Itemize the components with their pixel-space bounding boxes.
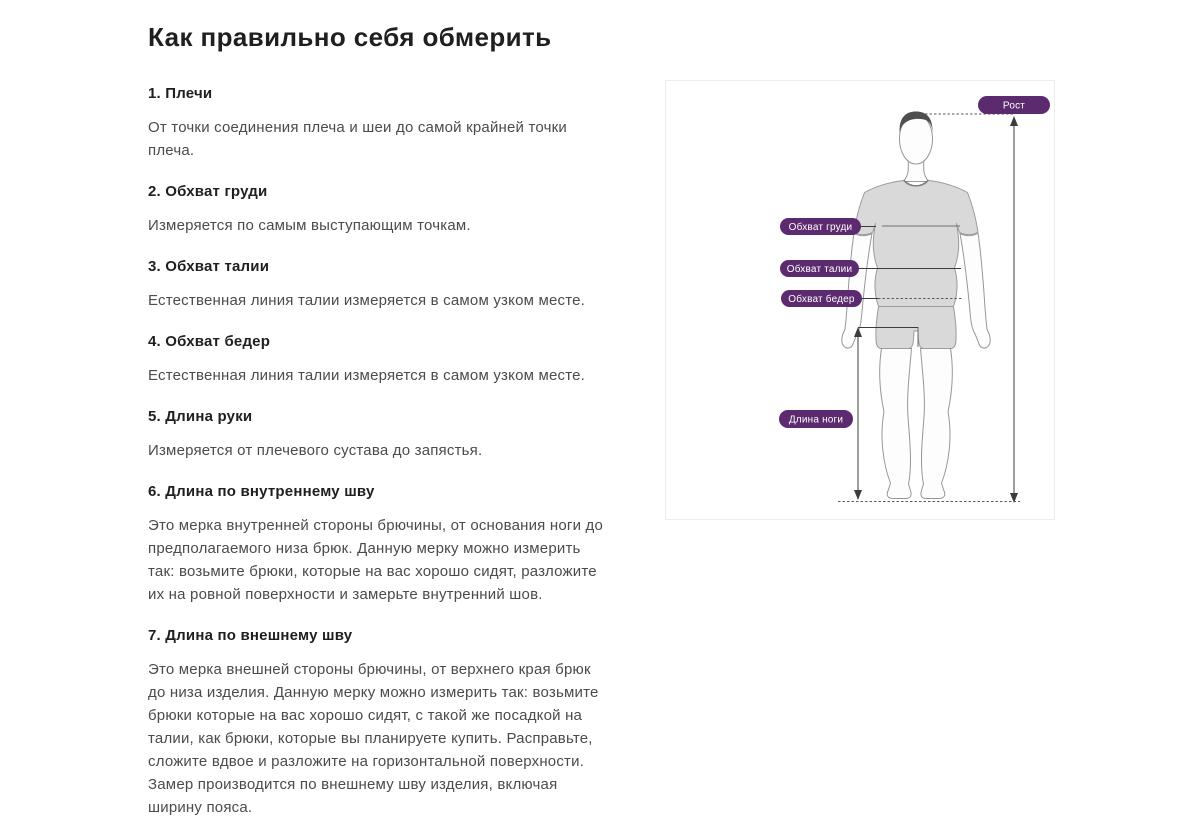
body-measurement-figure xyxy=(666,81,1054,519)
measurement-item xyxy=(148,332,610,387)
left-leg xyxy=(880,349,912,499)
measurement-text: Естественная линия талии измеряется в самом узком месте. xyxy=(148,367,586,384)
measurement-heading: 5. Длина руки xyxy=(148,408,253,425)
height-arrow-up xyxy=(1010,116,1018,126)
measurement-item xyxy=(148,482,610,606)
measurement-instructions xyxy=(148,84,610,839)
measurement-heading: 3. Обхват талии xyxy=(148,258,270,275)
measurement-heading: 2. Обхват груди xyxy=(148,183,268,200)
measurement-heading: 1. Плечи xyxy=(148,85,213,102)
measurement-item xyxy=(148,182,610,237)
measurement-item xyxy=(148,626,610,819)
measurement-heading: 4. Обхват бедер xyxy=(148,333,271,350)
measurement-heading: 6. Длина по внутреннему шву xyxy=(148,483,375,500)
measurement-text: Естественная линия талии измеряется в самом узком месте. xyxy=(148,292,586,309)
label-hips-pill xyxy=(781,290,862,307)
page-title: Как правильно себя обмерить xyxy=(148,22,552,52)
label-chest-pill xyxy=(780,218,861,235)
height-pill-label: Рост xyxy=(1002,100,1026,112)
t-shirt xyxy=(854,181,978,307)
hips-pill-label: Обхват бедер xyxy=(788,294,855,305)
measurement-text: Это мерка внешней стороны брючины, от верхнего края брюк до низа изделия. Данную мерку можно измерить так: возьмите брюки которые на вас хорошо сидят, с такой же посадкой на талии, как брюки, которые вы планируете купить. Расправьте, сложите вдвое и разложите на горизонтальной поверхности. Замер производится по внешнему шву изделия, включая ширину пояса. xyxy=(148,661,599,816)
size-diagram xyxy=(665,80,1055,520)
right-arm xyxy=(960,233,990,348)
leg-pill-label: Длина ноги xyxy=(788,414,844,426)
chest-pill-label: Обхват груди xyxy=(788,222,853,233)
measurement-text: Измеряется от плечевого сустава до запястья. xyxy=(148,442,483,459)
measurement-text: Измеряется по самым выступающим точкам. xyxy=(148,217,471,234)
label-height-pill xyxy=(978,96,1050,114)
measurement-text: От точки соединения плеча и шеи до самой крайней точки плеча. xyxy=(148,119,567,159)
leg-arrow-down xyxy=(854,490,862,500)
right-leg xyxy=(921,349,953,499)
measurement-heading: 7. Длина по внешнему шву xyxy=(148,627,353,644)
measurement-text: Это мерка внутренней стороны брючины, от основания ноги до предполагаемого низа брюк. Данную мерку можно измерить так: возьмите брюки, которые на вас хорошо сидят, разложите их на ровной поверхности и замерьте внутренний шов. xyxy=(148,517,604,603)
body-figure xyxy=(842,112,990,499)
measurement-item xyxy=(148,407,610,462)
label-leg-pill xyxy=(779,410,853,428)
waist-pill-label: Обхват талии xyxy=(786,264,853,275)
label-waist-pill xyxy=(780,260,859,277)
measurement-item xyxy=(148,84,610,162)
measurement-item xyxy=(148,257,610,312)
